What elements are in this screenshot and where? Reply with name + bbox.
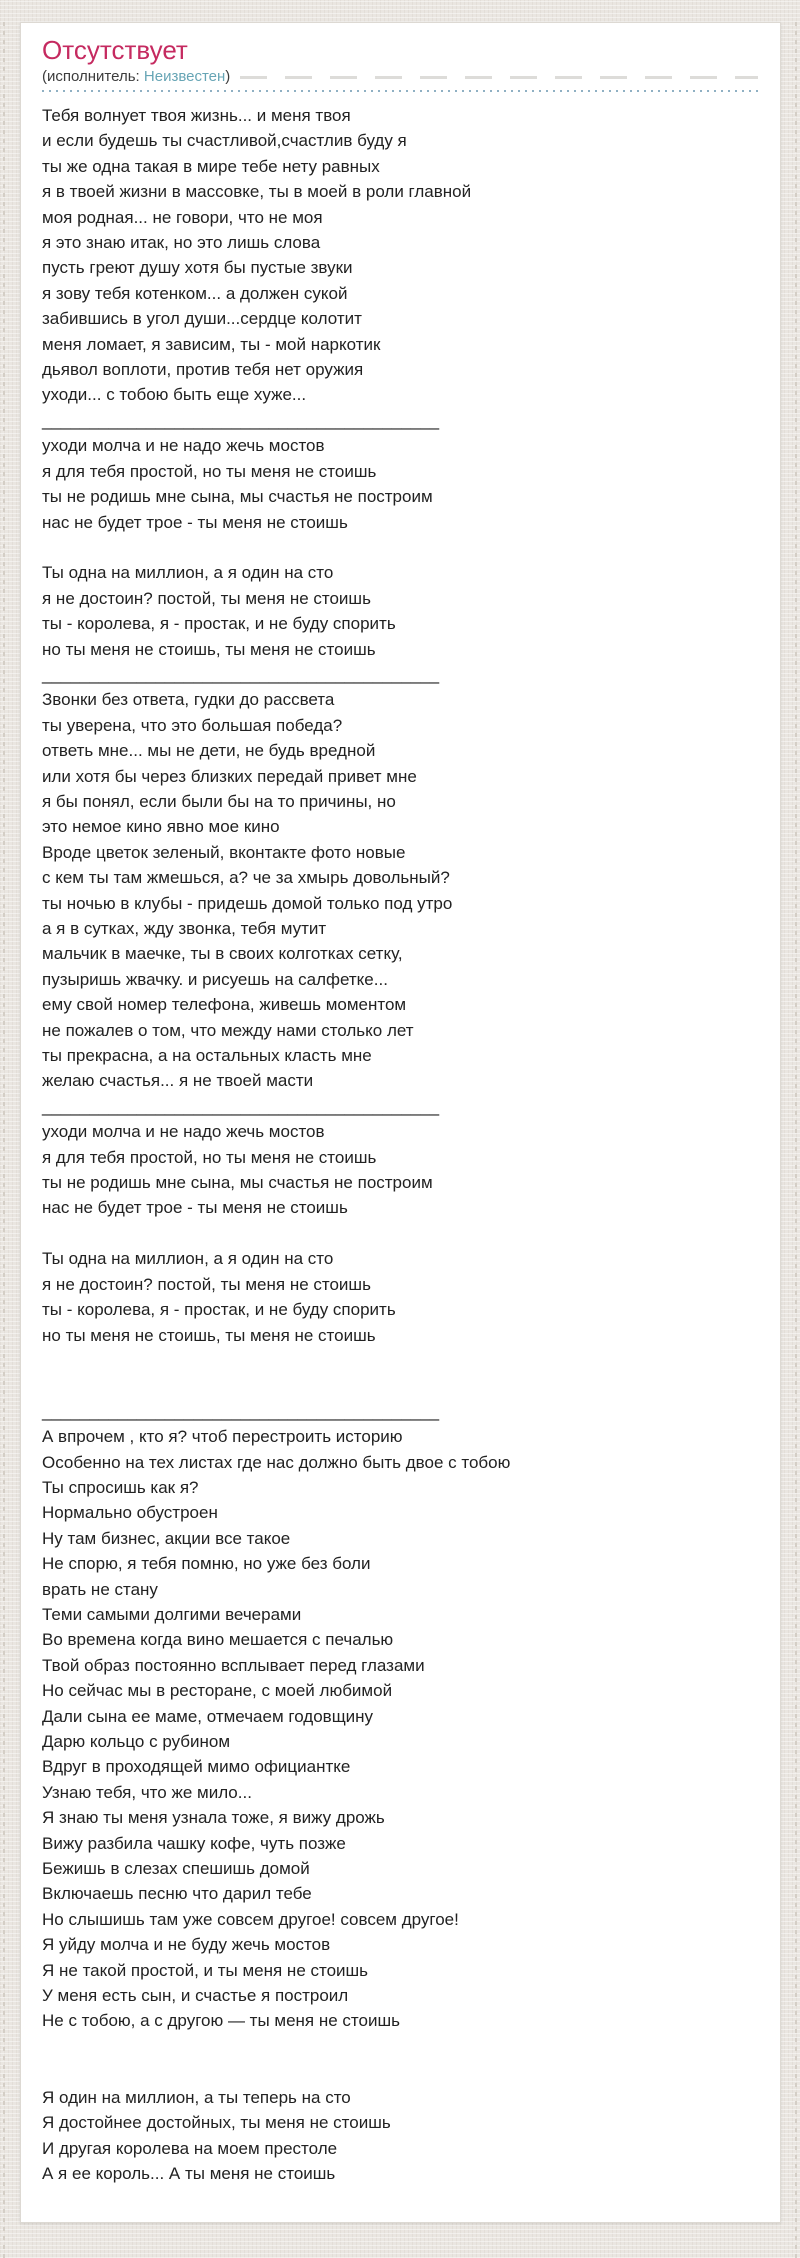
- lyrics-line: и если будешь ты счастливой,счастлив буду я: [42, 131, 407, 151]
- lyrics-line: Нормально обустроен: [42, 1503, 218, 1523]
- lyrics-line: ему свой номер телефона, живешь моментом: [42, 995, 407, 1015]
- lyrics-line: А впрочем , кто я? чтоб перестроить историю: [42, 1427, 403, 1447]
- lyrics-card: [20, 22, 781, 2223]
- artist-label-suffix: ): [225, 68, 231, 85]
- lyrics-line: У меня есть сын, и счастье я построил: [42, 1986, 349, 2006]
- lyrics-line: Дарю кольцо с рубином: [42, 1732, 231, 1751]
- artist-label: (исполнитель:: [42, 68, 140, 85]
- lyrics-line: но ты меня не стоишь, ты меня не стоишь: [42, 639, 376, 659]
- lyrics-line: нас не будет трое - ты меня не стоишь: [42, 512, 348, 532]
- lyrics-line: Я уйду молча и не буду жечь мостов: [42, 1935, 331, 1955]
- artist-line: [42, 68, 758, 86]
- lyrics-line: Вроде цветок зеленый, вконтакте фото новые: [42, 842, 406, 862]
- lyrics-blank-line: [42, 535, 758, 560]
- lyrics-line: ты - королева, я - простак, и не буду спорить: [42, 1300, 396, 1320]
- lyrics-line: ты же одна такая в мире тебе нету равных: [42, 156, 380, 176]
- lyrics-line: я для тебя простой, но ты меня не стоишь: [42, 461, 377, 481]
- lyrics-blank-line: [42, 2034, 758, 2059]
- lyrics-line: Я один на миллион, а ты теперь на сто: [42, 2087, 351, 2107]
- lyrics-line: ответь мне... мы не дети, не будь вредной: [42, 741, 376, 761]
- lyrics-blank-line: [42, 1348, 758, 1373]
- lyrics-line: меня ломает, я зависим, ты - мой наркотик: [42, 334, 381, 354]
- leader-dashes: [240, 76, 758, 79]
- lyrics-line: Но сейчас мы в ресторане, с моей любимой: [42, 1681, 393, 1701]
- lyrics-line: Я знаю ты меня узнала тоже, я вижу дрожь: [42, 1808, 385, 1828]
- lyrics-line: не пожалев о том, что между нами столько лет: [42, 1020, 414, 1040]
- lyrics-line: Ты одна на миллион, а я один на сто: [42, 1249, 334, 1269]
- lyrics-blank-line: [42, 1221, 758, 1246]
- lyrics-blank-line: [42, 2059, 758, 2084]
- lyrics-line: мальчик в маечке, ты в своих колготках сетку,: [42, 944, 403, 964]
- lyrics-line: Не с тобою, а с другою — ты меня не стоишь: [42, 2011, 400, 2031]
- lyrics-line: Я не такой простой, и ты меня не стоишь: [42, 1960, 369, 1980]
- lyrics-line: уходи... с тобою быть еще хуже...: [42, 385, 307, 405]
- lyrics-line: это немое кино явно мое кино: [42, 817, 280, 837]
- lyrics-line: И другая королева на моем престоле: [42, 2138, 338, 2158]
- lyrics-line: пусть греют душу хотя бы пустые звуки: [42, 258, 353, 278]
- lyrics-line: ты - королева, я - простак, и не буду спорить: [42, 614, 396, 634]
- lyrics-line: Ты одна на миллион, а я один на сто: [42, 563, 334, 583]
- lyrics-line: я не достоин? постой, ты меня не стоишь: [42, 588, 371, 608]
- lyrics-line: я в твоей жизни в массовке, ты в моей в роли главной: [42, 182, 472, 202]
- header-dotted-rule: [42, 90, 758, 92]
- lyrics-line: но ты меня не стоишь, ты меня не стоишь: [42, 1325, 376, 1345]
- lyrics-line: ты ночью в клубы - придешь домой только под утро: [42, 893, 453, 913]
- lyrics-separator: __________________________________________: [42, 410, 440, 430]
- lyrics-line: забившись в угол души...сердце колотит: [42, 309, 362, 329]
- lyrics-line: нас не будет трое - ты меня не стоишь: [42, 1198, 348, 1218]
- lyrics-line: Вдруг в проходящей мимо официантке: [42, 1757, 351, 1777]
- lyrics-line: я зову тебя котенком... а должен сукой: [42, 283, 348, 303]
- lyrics-separator: __________________________________________: [42, 1401, 440, 1421]
- lyrics-line: дьявол воплоти, против тебя нет оружия: [42, 360, 364, 380]
- lyrics-line: а я в сутках, жду звонка, тебя мутит: [42, 919, 327, 938]
- lyrics-line: Особенно на тех листах где нас должно быть двое с тобою: [42, 1452, 511, 1472]
- lyrics-line: Теми самыми долгими вечерами: [42, 1604, 302, 1624]
- lyrics-line: уходи молча и не надо жечь мостов: [42, 436, 325, 456]
- lyrics-separator: __________________________________________: [42, 664, 440, 684]
- lyrics-line: Ну там бизнес, акции все такое: [42, 1528, 291, 1548]
- lyrics-line: Дали сына ее маме, отмечаем годовщину: [42, 1706, 374, 1726]
- lyrics-line: ты уверена, что это большая победа?: [42, 715, 343, 735]
- lyrics-line: я это знаю итак, но это лишь слова: [42, 233, 321, 253]
- lyrics-line: А я ее король... А ты меня не стоишь: [42, 2163, 336, 2183]
- lyrics-blank-line: [42, 1373, 758, 1398]
- lyrics-line: ты не родишь мне сына, мы счастья не построим: [42, 1173, 433, 1193]
- lyrics-line: Звонки без ответа, гудки до рассвета: [42, 690, 335, 710]
- lyrics-line: уходи молча и не надо жечь мостов: [42, 1122, 325, 1142]
- lyrics-line: Но слышишь там уже совсем другое! совсем другое!: [42, 1909, 459, 1929]
- lyrics-line: ты прекрасна, а на остальных класть мне: [42, 1046, 372, 1066]
- lyrics-line: с кем ты там жмешься, а? че за хмырь довольный?: [42, 868, 450, 888]
- lyrics-line: я не достоин? постой, ты меня не стоишь: [42, 1274, 371, 1294]
- lyrics-line: Я достойнее достойных, ты меня не стоишь: [42, 2113, 391, 2133]
- lyrics-line: Не спорю, я тебя помню, но уже без боли: [42, 1554, 371, 1574]
- lyrics-line: я бы понял, если были бы на то причины, но: [42, 791, 396, 811]
- lyrics-line: Узнаю тебя, что же мило...: [42, 1782, 252, 1802]
- lyrics-line: моя родная... не говори, что не моя: [42, 207, 323, 227]
- lyrics-line: Вижу разбила чашку кофе, чуть позже: [42, 1833, 346, 1853]
- lyrics-line: Тебя волнует твоя жизнь... и меня твоя: [42, 106, 351, 125]
- artist-link[interactable]: Неизвестен: [143, 68, 226, 85]
- lyrics-line: Твой образ постоянно всплывает перед глазами: [42, 1655, 425, 1675]
- lyrics-line: ты не родишь мне сына, мы счастья не построим: [42, 487, 433, 507]
- lyrics-line: или хотя бы через близких передай привет мне: [42, 766, 417, 786]
- lyrics-line: пузыришь жвачку. и рисуешь на салфетке...: [42, 969, 388, 989]
- lyrics-separator: __________________________________________: [42, 1096, 440, 1116]
- lyrics: [42, 103, 758, 2186]
- lyrics-line: врать не стану: [42, 1579, 158, 1599]
- lyrics-line: желаю счастья... я не твоей масти: [42, 1071, 314, 1091]
- lyrics-line: Бежишь в слезах спешишь домой: [42, 1859, 310, 1879]
- song-title: Отсутствует: [42, 35, 188, 65]
- lyrics-line: Включаешь песню что дарил тебе: [42, 1884, 312, 1904]
- lyrics-line: я для тебя простой, но ты меня не стоишь: [42, 1147, 377, 1167]
- page-background: [0, 22, 800, 2258]
- lyrics-line: Во времена когда вино мешается с печалью: [42, 1630, 394, 1650]
- lyrics-line: Ты спросишь как я?: [42, 1477, 199, 1497]
